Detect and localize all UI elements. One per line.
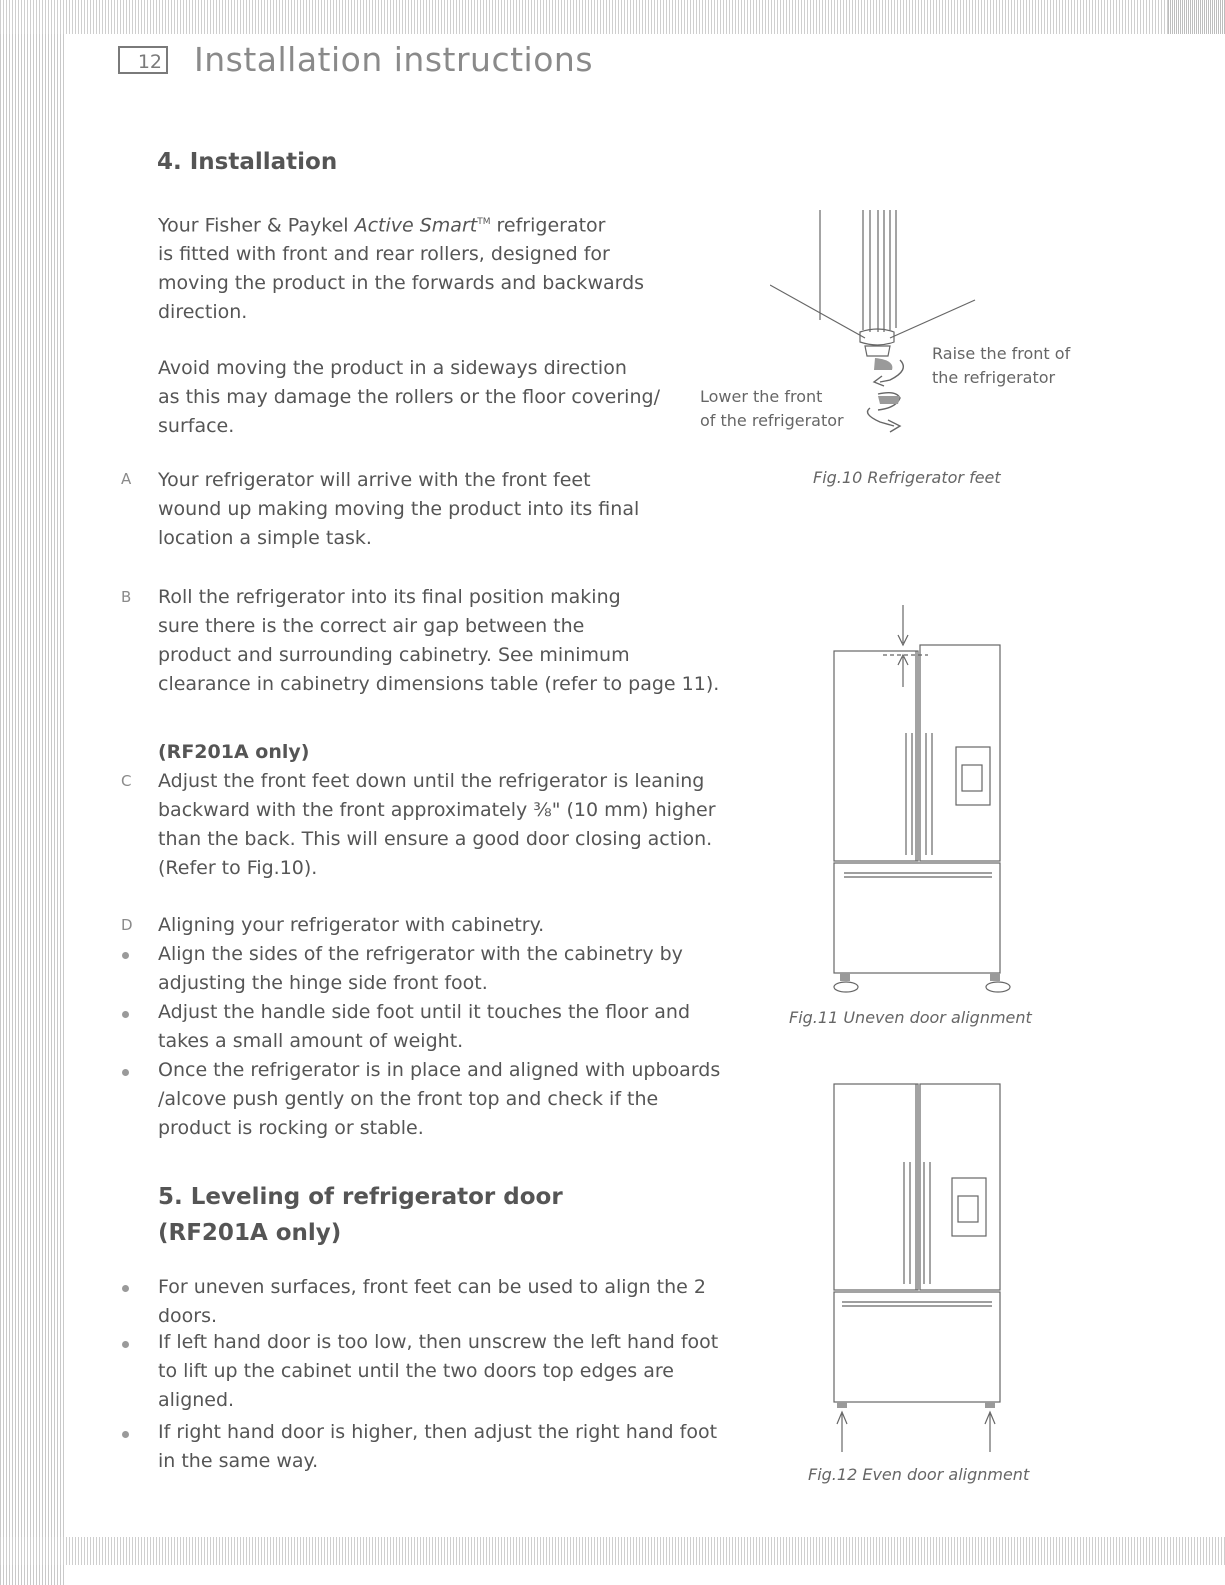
even-doors-illustration [828, 1080, 1018, 1465]
uneven-doors-illustration [828, 605, 1018, 1005]
bullet-line: Adjust the handle side foot until it touches the floor and [158, 1001, 691, 1023]
fig11-caption: Fig.11 Uneven door alignment [789, 1008, 1032, 1027]
step-line: Roll the refrigerator into its final position making [158, 586, 621, 608]
step-d-bullet-2 [158, 998, 738, 1056]
step-b-text [158, 583, 738, 699]
step-marker: C [121, 772, 132, 790]
step-marker: D [121, 916, 133, 934]
page-number: 12 [137, 50, 162, 73]
section-5-bullet-2 [158, 1328, 748, 1415]
section-5-heading-line: (RF201A only) [158, 1220, 342, 1246]
step-line: backward with the front approximately ⅜" (10 mm) higher [158, 799, 716, 821]
bottom-border-stripe [0, 1537, 1225, 1565]
rf201a-only-label: (RF201A only) [158, 741, 310, 763]
raise-arrow-icon [874, 358, 892, 370]
step-line: sure there is the correct air gap between the [158, 615, 585, 637]
step-line: Adjust the front feet down until the refrigerator is leaning [158, 770, 705, 792]
bullet-line: takes a small amount of weight. [158, 1030, 464, 1052]
fig12-caption: Fig.12 Even door alignment [808, 1465, 1030, 1484]
bullet-line: adjusting the hinge side front foot. [158, 972, 488, 994]
bullet-line: in the same way. [158, 1450, 319, 1472]
lower-label [700, 385, 844, 433]
page-number-box [118, 46, 168, 74]
bullet-line: For uneven surfaces, front feet can be used to align the 2 [158, 1276, 706, 1298]
avoid-line: surface. [158, 415, 235, 437]
raise-label-line: Raise the front of [932, 344, 1071, 363]
bullet-line: doors. [158, 1305, 218, 1327]
intro-brand: Active Smart [354, 214, 478, 237]
section-4-heading: 4. Installation [157, 149, 338, 175]
section-5-heading [158, 1179, 563, 1251]
lower-label-line: Lower the front [700, 387, 823, 406]
bullet-line: /alcove push gently on the front top and check if the [158, 1088, 659, 1110]
raise-label [932, 342, 1070, 390]
lower-label-line: of the refrigerator [700, 411, 844, 430]
intro-paragraph [158, 208, 678, 327]
bullet-line: If left hand door is too low, then unscrew the left hand foot [158, 1331, 719, 1353]
intro-trademark: TM [477, 217, 491, 227]
intro-line: direction. [158, 301, 248, 324]
bullet-line: Align the sides of the refrigerator with the cabinetry by [158, 943, 683, 965]
section-5-heading-line: 5. Leveling of refrigerator door [158, 1184, 563, 1210]
step-d-title: Aligning your refrigerator with cabinetry. [158, 914, 545, 936]
intro-line: is fitted with front and rear rollers, designed for [158, 243, 610, 266]
step-line: clearance in cabinetry dimensions table (refer to page 11). [158, 673, 720, 695]
bullet-dot [122, 952, 129, 959]
fig10-caption: Fig.10 Refrigerator feet [813, 468, 1001, 487]
bullet-line: product is rocking or stable. [158, 1117, 424, 1139]
adjust-foot-icon [834, 982, 1010, 992]
section-5-bullet-1 [158, 1273, 748, 1331]
bullet-dot [122, 1069, 129, 1076]
section-5-bullet-3 [158, 1418, 748, 1476]
step-line: (Refer to Fig.10). [158, 857, 318, 879]
step-d-bullet-3 [158, 1056, 748, 1143]
step-a-text [158, 466, 688, 553]
raise-label-line: the refrigerator [932, 368, 1056, 387]
top-border-stripe [0, 0, 1225, 34]
bullet-line: If right hand door is higher, then adjust the right hand foot [158, 1421, 718, 1443]
avoid-line: as this may damage the rollers or the floor covering/ [158, 386, 660, 408]
bullet-dot [122, 1431, 129, 1438]
step-line: location a simple task. [158, 527, 372, 549]
intro-line: moving the product in the forwards and backwards [158, 272, 645, 295]
top-right-stripe [1168, 0, 1225, 34]
step-marker: B [121, 588, 132, 606]
step-marker: A [121, 470, 132, 488]
step-line: wound up making moving the product into its final [158, 498, 640, 520]
avoid-paragraph [158, 354, 688, 441]
bullet-dot [122, 1011, 129, 1018]
bullet-line: aligned. [158, 1389, 235, 1411]
step-line: product and surrounding cabinetry. See minimum [158, 644, 630, 666]
avoid-line: Avoid moving the product in a sideways direction [158, 357, 627, 379]
bullet-dot [122, 1341, 129, 1348]
page-header [118, 40, 593, 79]
intro-text-end: refrigerator [490, 214, 606, 237]
step-c-text [158, 767, 738, 883]
bullet-dot [122, 1285, 129, 1292]
bullet-line: to lift up the cabinet until the two doors top edges are [158, 1360, 674, 1382]
intro-text-start: Your Fisher & Paykel [158, 214, 355, 237]
left-border-stripe [0, 0, 64, 1585]
step-line: than the back. This will ensure a good door closing action. [158, 828, 713, 850]
page-title: Installation instructions [194, 40, 594, 79]
step-line: Your refrigerator will arrive with the front feet [158, 469, 591, 491]
step-d-bullet-1 [158, 940, 738, 998]
bullet-line: Once the refrigerator is in place and aligned with upboards [158, 1059, 721, 1081]
